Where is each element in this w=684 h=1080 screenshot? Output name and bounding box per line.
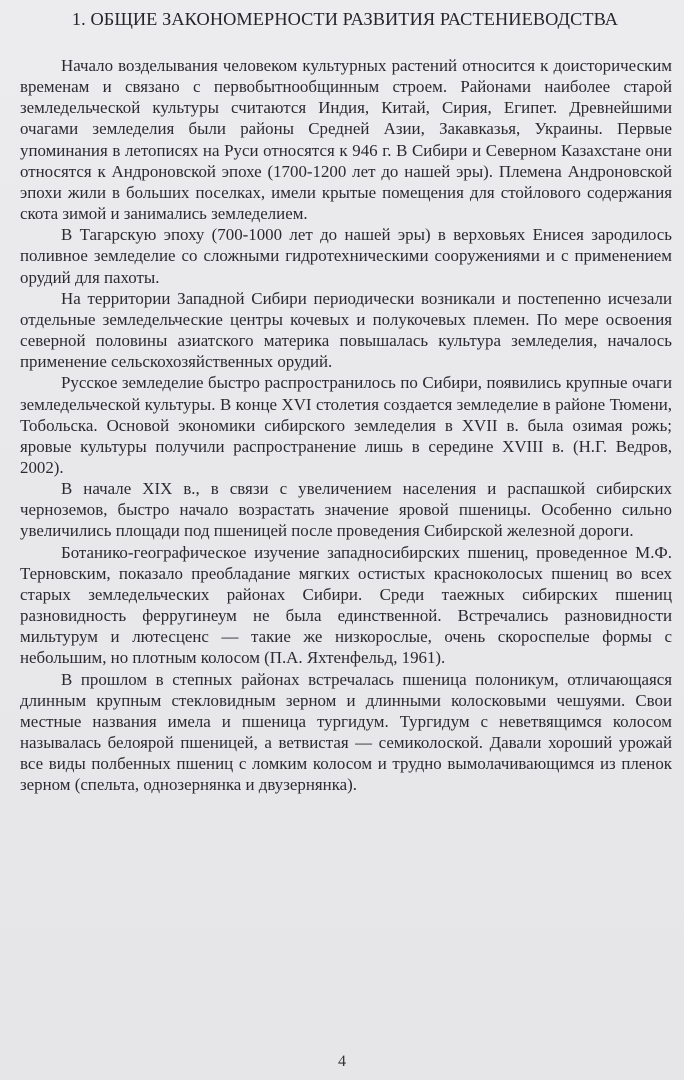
paragraph-6: Ботанико-географическое изучение западносибирских пшениц, проведенное М.Ф. Терновским, показало преобладание мягких остистых красноколосых пшениц во всех старых земледельческих районах Сибири. Среди таежных сибирских пшениц разновидность ферругинеум не была единственной. Встречались разновидности мильтурум и лютесценс — такие же низкорослые, очень скороспелые формы с небольшим, но плотным колосом (П.А. Яхтенфельд, 1961). bbox=[20, 542, 672, 668]
paragraph-4: Русское земледелие быстро распространилось по Сибири, появились крупные очаги земледельческой культуры. В конце XVI столетия создается земледелие в районе Тюмени, Тобольска. Основой экономики сибирского земледелия в XVII в. была озимая рожь; яровые культуры получили распространение лишь в середине XVIII в. (Н.Г. Ведров, 2002). bbox=[20, 373, 672, 477]
paragraph-3: На территории Западной Сибири периодически возникали и постепенно исчезали отдельные земледельческие центры кочевых и полукочевых племен. По мере освоения северной половины азиатского материка повышалась культура земледелия, началось применение сельскохозяйственных орудий. bbox=[20, 288, 672, 372]
paragraph-1: Начало возделывания человеком культурных растений относится к доисторическим временам и связано с первобытнообщинным строем. Районами наиболее старой земледельческой культуры считаются Индия, Китай, Сирия, Египет. Древнейшими очагами земледелия были районы Средней Азии, Закавказья, Украины. Первые упоминания в летописях на Руси относятся к 946 г. В Сибири и Северном Казахстане они относятся к Андроновской эпохе (1700-1200 лет до нашей эры). Племена Андроновской эпохи жили в больших поселках, имели крытые помещения для стойлового содержания скота зимой и занимались земледелием. bbox=[20, 56, 672, 224]
paragraph-5: В начале XIX в., в связи с увеличением населения и распашкой сибирских черноземов, быстро начало возрастать значение яровой пшеницы. Особенно сильно увеличились площади под пшеницей после проведения Сибирской железной дороги. bbox=[20, 479, 672, 541]
chapter-title: 1. ОБЩИЕ ЗАКОНОМЕРНОСТИ РАЗВИТИЯ РАСТЕНИЕВОДСТВА bbox=[71, 9, 619, 29]
body-text bbox=[20, 55, 672, 795]
paragraph-2: В Тагарскую эпоху (700-1000 лет до нашей эры) в верховьях Енисея зародилось поливное земледелие со сложными гидротехническими сооружениями и с применением орудий для пахоты. bbox=[20, 225, 672, 287]
page-number: 4 bbox=[338, 1053, 346, 1070]
paragraph-7: В прошлом в степных районах встречалась пшеница полоникум, отличающаяся длинным крупным стекловидным зерном и длинными колосковыми чешуями. Свои местные названия имела и пшеница тургидум. Тургидум с неветвящимся колосом называлась белоярой пшеницей, а ветвистая — семиколоской. Давали хороший урожай все виды полбенных пшениц с ломким колосом и трудно вымолачивающимся из пленок зерном (спельта, однозернянка и двузернянка). bbox=[20, 669, 672, 795]
